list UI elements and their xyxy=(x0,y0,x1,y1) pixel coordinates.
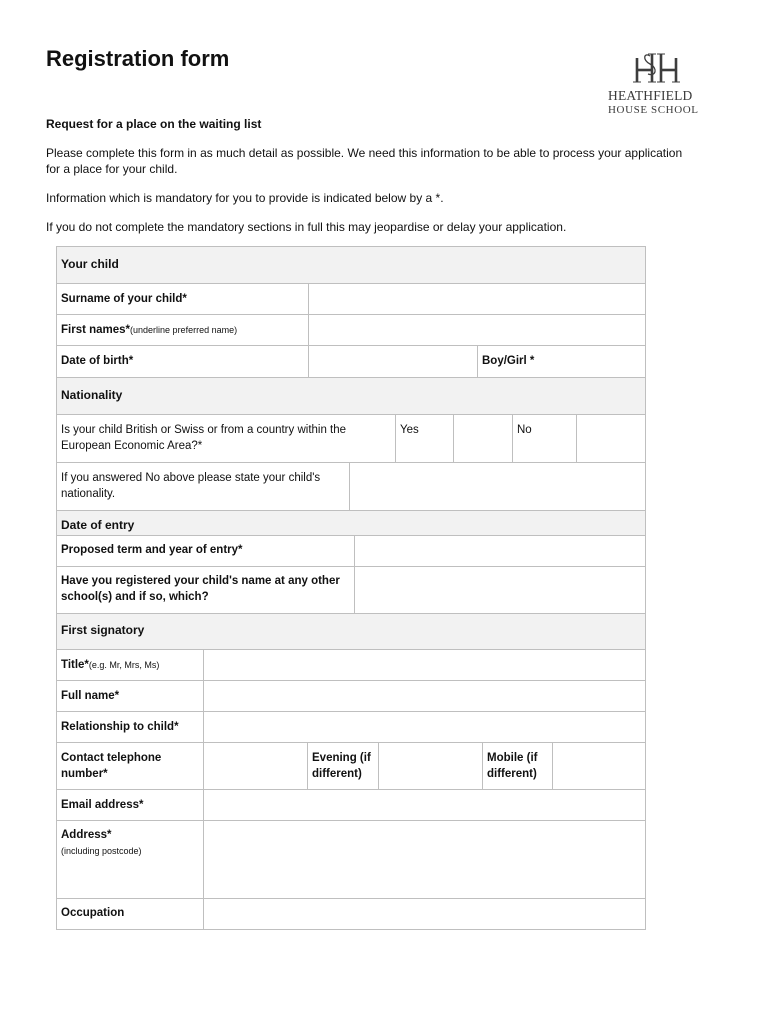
surname-label: Surname of your child* xyxy=(61,293,187,305)
yes-checkbox[interactable] xyxy=(453,415,512,462)
form-subheading: Request for a place on the waiting list xyxy=(46,117,262,131)
page-title: Registration form xyxy=(46,46,230,71)
relationship-label: Relationship to child* xyxy=(61,721,179,733)
section-header-nationality xyxy=(57,378,645,415)
registration-form xyxy=(56,246,646,930)
title-label: Title* xyxy=(61,659,89,671)
occupation-input[interactable] xyxy=(203,899,645,929)
form-row-dob xyxy=(57,346,645,378)
form-row-full-name xyxy=(57,681,645,712)
other-schools-label: Have you registered your child's name at any other school(s) and if so, which? xyxy=(61,575,340,603)
form-row-nationality xyxy=(57,463,645,511)
first-names-label: First names* xyxy=(61,324,131,336)
mobile-phone-input[interactable] xyxy=(552,743,645,789)
logo-school-name: HEATHFIELD xyxy=(608,88,693,103)
title-note: (e.g. Mr, Mrs, Ms) xyxy=(88,660,160,670)
yes-label: Yes xyxy=(400,424,419,436)
form-row-entry-term xyxy=(57,536,645,567)
school-monogram-icon xyxy=(628,50,684,84)
first-names-input[interactable] xyxy=(308,315,645,345)
nationality-input[interactable] xyxy=(349,463,645,510)
address-note: (including postcode) xyxy=(61,846,142,856)
phone-input[interactable] xyxy=(203,743,307,789)
logo-school-subtitle: HOUSE SCHOOL xyxy=(608,104,699,116)
title-input[interactable] xyxy=(203,650,645,680)
eea-question-label: Is your child British or Swiss or from a country within the European Economic Area?* xyxy=(61,424,347,452)
no-checkbox[interactable] xyxy=(576,415,645,462)
form-row-occupation xyxy=(57,899,645,929)
section-title: Your child xyxy=(61,257,119,271)
entry-term-label: Proposed term and year of entry* xyxy=(61,544,243,556)
nationality-label: If you answered No above please state your child's nationality. xyxy=(61,472,321,500)
mandatory-note: Information which is mandatory for you to provide is indicated below by a *. xyxy=(46,191,444,205)
full-name-input[interactable] xyxy=(203,681,645,711)
relationship-input[interactable] xyxy=(203,712,645,742)
no-label: No xyxy=(517,424,532,436)
dob-label: Date of birth* xyxy=(61,355,134,367)
evening-phone-label: Evening (if different) xyxy=(312,752,371,780)
form-row-other-schools xyxy=(57,567,645,614)
email-input[interactable] xyxy=(203,790,645,820)
full-name-label: Full name* xyxy=(61,690,120,702)
gender-label: Boy/Girl * xyxy=(482,355,535,367)
form-row-title xyxy=(57,650,645,681)
form-row-surname xyxy=(57,284,645,315)
first-names-note: (underline preferred name) xyxy=(130,325,238,335)
intro-paragraph: Please complete this form in as much detail as possible. We need this information to be able to process your application for a place for your child. xyxy=(46,146,683,176)
form-row-address xyxy=(57,821,645,899)
form-row-phone xyxy=(57,743,645,790)
other-schools-input[interactable] xyxy=(354,567,645,613)
phone-label: Contact telephone number* xyxy=(61,752,162,780)
warning-note: If you do not complete the mandatory sections in full this may jeopardise or delay your application. xyxy=(46,220,567,234)
surname-input[interactable] xyxy=(308,284,645,314)
evening-phone-input[interactable] xyxy=(378,743,482,789)
gender-field[interactable] xyxy=(477,346,645,377)
form-row-first-names xyxy=(57,315,645,346)
address-input[interactable] xyxy=(203,821,645,898)
mobile-phone-label: Mobile (if different) xyxy=(487,752,538,780)
form-row-email xyxy=(57,790,645,821)
dob-input[interactable] xyxy=(308,346,477,377)
email-label: Email address* xyxy=(61,799,144,811)
section-title: Date of entry xyxy=(61,518,135,532)
school-logo xyxy=(606,50,710,120)
section-title: First signatory xyxy=(61,623,145,637)
section-header-first-signatory xyxy=(57,614,645,650)
section-title: Nationality xyxy=(61,388,123,402)
address-label: Address* xyxy=(61,829,112,841)
form-row-relationship xyxy=(57,712,645,743)
entry-term-input[interactable] xyxy=(354,536,645,566)
occupation-label: Occupation xyxy=(61,907,125,919)
form-row-eea-question xyxy=(57,415,645,463)
section-header-your-child xyxy=(57,247,645,284)
section-header-date-of-entry xyxy=(57,511,645,536)
